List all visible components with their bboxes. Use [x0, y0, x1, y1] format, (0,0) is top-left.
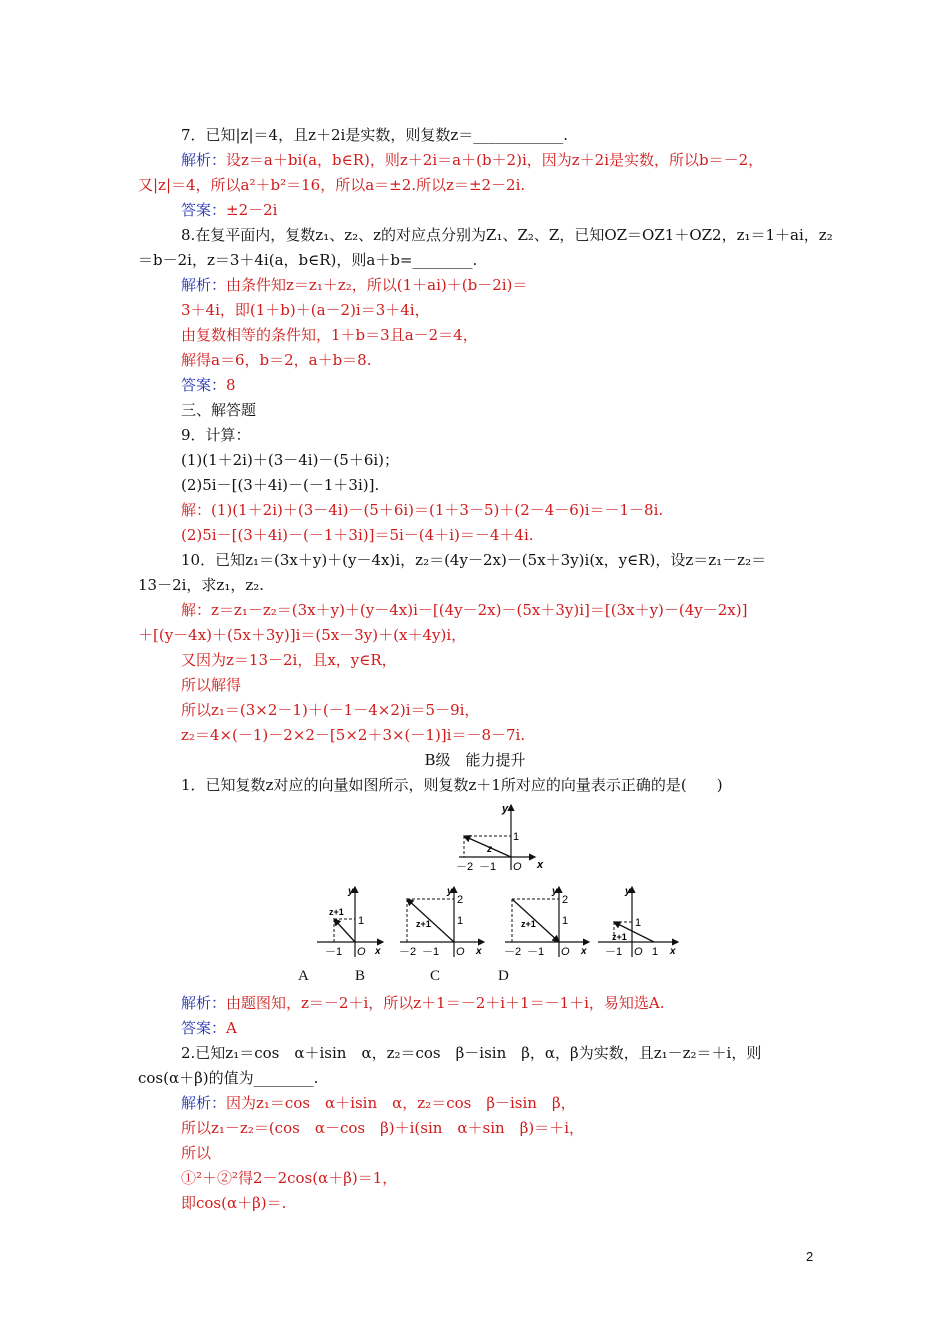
- answer-label: 答案：: [181, 376, 227, 394]
- y-label: y: [552, 886, 558, 897]
- q7-analysis-l1: [181, 150, 763, 170]
- origin-label: O: [513, 861, 522, 873]
- tick-m1-label: －1: [527, 946, 545, 958]
- b2-text-2: cos(α＋β)的值为________.: [138, 1069, 319, 1087]
- y-label: y: [348, 886, 354, 897]
- section-heading: 三、解答题: [181, 401, 257, 419]
- solution-label: 解：: [181, 501, 212, 519]
- q8-answer: [181, 375, 236, 395]
- b2-analysis-l4: ①²＋②²得2－2cos(α＋β)＝1，: [181, 1169, 398, 1187]
- q10-solution-l5: 所以z₁＝(3×2－1)＋(－1－4×2)i＝5－9i，: [181, 701, 480, 719]
- x-label: x: [375, 946, 381, 957]
- z-plus-1-label: z+1: [329, 907, 344, 917]
- q7-analysis-l2: 又|z|＝4，所以a²＋b²＝16，所以a＝±2.所以z＝±2－2i.: [138, 176, 526, 194]
- section-b-heading: B级 能力提升: [424, 751, 526, 769]
- option-a-label: A: [298, 968, 309, 984]
- q8-analysis-l1: [181, 275, 527, 295]
- option-b-figure: [398, 882, 488, 962]
- q9-part-2: (2)5i－[(3＋4i)－(－1＋3i)].: [181, 476, 380, 494]
- tick-m1-label: －1: [605, 946, 623, 958]
- x-label: x: [670, 946, 676, 957]
- option-a-figure: [315, 882, 385, 962]
- q10-solution-l4: 所以解得: [181, 676, 242, 694]
- b1-answer: [181, 1018, 237, 1038]
- tick-m1-label: －1: [479, 861, 497, 873]
- answer-value: ±2－2i: [226, 201, 278, 219]
- analysis-text: 因为z₁＝cos α＋isin α，z₂＝cos β－isin β，: [226, 1094, 576, 1112]
- x-label: x: [581, 946, 587, 957]
- tick-m2-label: －2: [399, 946, 417, 958]
- z-plus-1-label: z+1: [416, 919, 431, 929]
- q9-solution-2: (2)5i－[(3＋4i)－(－1＋3i)]＝5i－(4＋i)＝－4＋4i.: [181, 526, 534, 544]
- origin-label: O: [634, 946, 643, 958]
- tick-1-label: 1: [457, 915, 464, 927]
- tick-1-label: 1: [358, 915, 365, 927]
- q8-text-2: ＝b－2i，z＝3＋4i(a，b∈R)，则a＋b=________.: [138, 251, 478, 269]
- origin-label: O: [561, 946, 570, 958]
- q8-text-1: 8.在复平面内，复数z₁、z₂、z的对应点分别为Z₁、Z₂、Z，已知OZ＝OZ1＋OZ2，z₁＝1＋ai，z₂: [181, 226, 833, 244]
- analysis-label: 解析：: [181, 1094, 227, 1112]
- q10-solution-l6: z₂＝4×(－1)－2×2－[5×2＋3×(－1)]i＝－8－7i.: [181, 726, 526, 744]
- z-plus-1-label: z+1: [612, 932, 627, 942]
- y-label: y: [447, 886, 453, 897]
- tick-m2-label: －2: [504, 946, 522, 958]
- solution-text: (1)(1＋2i)＋(3－4i)－(5＋6i)＝(1＋3－5)＋(2－4－6)i＝－1－8i.: [211, 501, 664, 519]
- analysis-label: 解析：: [181, 151, 227, 169]
- tick-x1-label: 1: [652, 946, 659, 958]
- q7-text: 7．已知|z|＝4，且z＋2i是实数，则复数z＝____________.: [181, 126, 569, 144]
- b2-text-1: 2.已知z₁＝cos α＋isin α，z₂＝cos β－isin β，α，β为实数，且z₁－z₂＝＋i，则: [181, 1044, 762, 1062]
- vector-z-plus-1: [334, 919, 355, 942]
- q10-text-2: 13－2i，求z₁，z₂.: [138, 576, 265, 594]
- q7-answer: [181, 200, 277, 220]
- b2-analysis-l2: 所以z₁－z₂＝(cos α－cos β)＋i(sin α＋sin β)＝＋i，: [181, 1119, 585, 1137]
- y-label: y: [502, 803, 509, 815]
- z-label: z: [487, 844, 492, 855]
- origin-label: O: [456, 946, 465, 958]
- x-label: x: [476, 946, 482, 957]
- q10-solution-l1: [181, 600, 747, 620]
- option-c-figure: [503, 882, 593, 962]
- b1-text: 1．已知复数z对应的向量如图所示，则复数z＋1所对应的向量表示正确的是( ): [181, 776, 723, 794]
- answer-label: 答案：: [181, 1019, 227, 1037]
- page-number: 2: [806, 1249, 814, 1264]
- tick-2-label: 2: [562, 894, 569, 906]
- q9-solution-1: [181, 500, 663, 520]
- solution-label: 解：: [181, 601, 212, 619]
- tick-2-label: 2: [457, 894, 464, 906]
- analysis-text: 由条件知z＝z₁＋z₂，所以(1＋ai)＋(b－2i)＝: [226, 276, 528, 294]
- z-plus-1-label: z+1: [521, 919, 536, 929]
- option-d-figure: [596, 882, 681, 962]
- option-d-label: D: [498, 968, 509, 984]
- tick-m2-label: －2: [456, 861, 474, 873]
- tick-1-label: 1: [513, 831, 520, 843]
- b2-analysis-l5: 即cos(α＋β)＝.: [181, 1194, 287, 1212]
- analysis-text: 由题图知，z＝－2＋i，所以z＋1＝－2＋i＋1＝－1＋i，易知选A.: [226, 994, 665, 1012]
- figure-z-vector: [455, 800, 545, 875]
- answer-value: 8: [226, 376, 236, 394]
- x-label: x: [537, 859, 544, 871]
- option-b-label: B: [355, 968, 366, 984]
- q9-title: 9．计算：: [181, 426, 251, 444]
- answer-label: 答案：: [181, 201, 227, 219]
- q10-text-1: 10．已知z₁＝(3x＋y)＋(y－4x)i，z₂＝(4y－2x)－(5x＋3y)i(x，y∈R)，设z＝z₁－z₂＝: [181, 551, 767, 569]
- b2-analysis-l1: [181, 1093, 576, 1113]
- q8-analysis-l2: 3＋4i，即(1＋b)＋(a－2)i＝3＋4i，: [181, 301, 430, 319]
- tick-m1-label: －1: [325, 946, 343, 958]
- answer-value: A: [226, 1019, 237, 1037]
- b2-analysis-l3: 所以: [181, 1144, 212, 1162]
- y-label: y: [625, 886, 631, 897]
- b1-analysis: [181, 993, 665, 1013]
- analysis-label: 解析：: [181, 994, 227, 1012]
- q10-solution-l2: ＋[(y－4x)＋(5x＋3y)]i＝(5x－3y)＋(x＋4y)i，: [138, 626, 467, 644]
- analysis-label: 解析：: [181, 276, 227, 294]
- tick-1-label: 1: [635, 917, 642, 929]
- analysis-text: 设z＝a＋bi(a，b∈R)，则z＋2i＝a＋(b＋2)i，因为z＋2i是实数，所以b＝－2，: [226, 151, 764, 169]
- tick-1-label: 1: [562, 915, 569, 927]
- origin-label: O: [357, 946, 366, 958]
- solution-text: z＝z₁－z₂＝(3x＋y)＋(y－4x)i－[(4y－2x)－(5x＋3y)i]＝[(3x＋y)－(4y－2x)]: [211, 601, 748, 619]
- tick-m1-label: －1: [422, 946, 440, 958]
- q8-analysis-l4: 解得a＝6，b＝2，a＋b＝8.: [181, 351, 372, 369]
- q9-part-1: (1)(1＋2i)＋(3－4i)－(5＋6i)；: [181, 451, 400, 469]
- q10-solution-l3: 又因为z＝13－2i，且x，y∈R，: [181, 651, 397, 669]
- option-c-label: C: [430, 968, 441, 984]
- q8-analysis-l3: 由复数相等的条件知，1＋b＝3且a－2＝4，: [181, 326, 478, 344]
